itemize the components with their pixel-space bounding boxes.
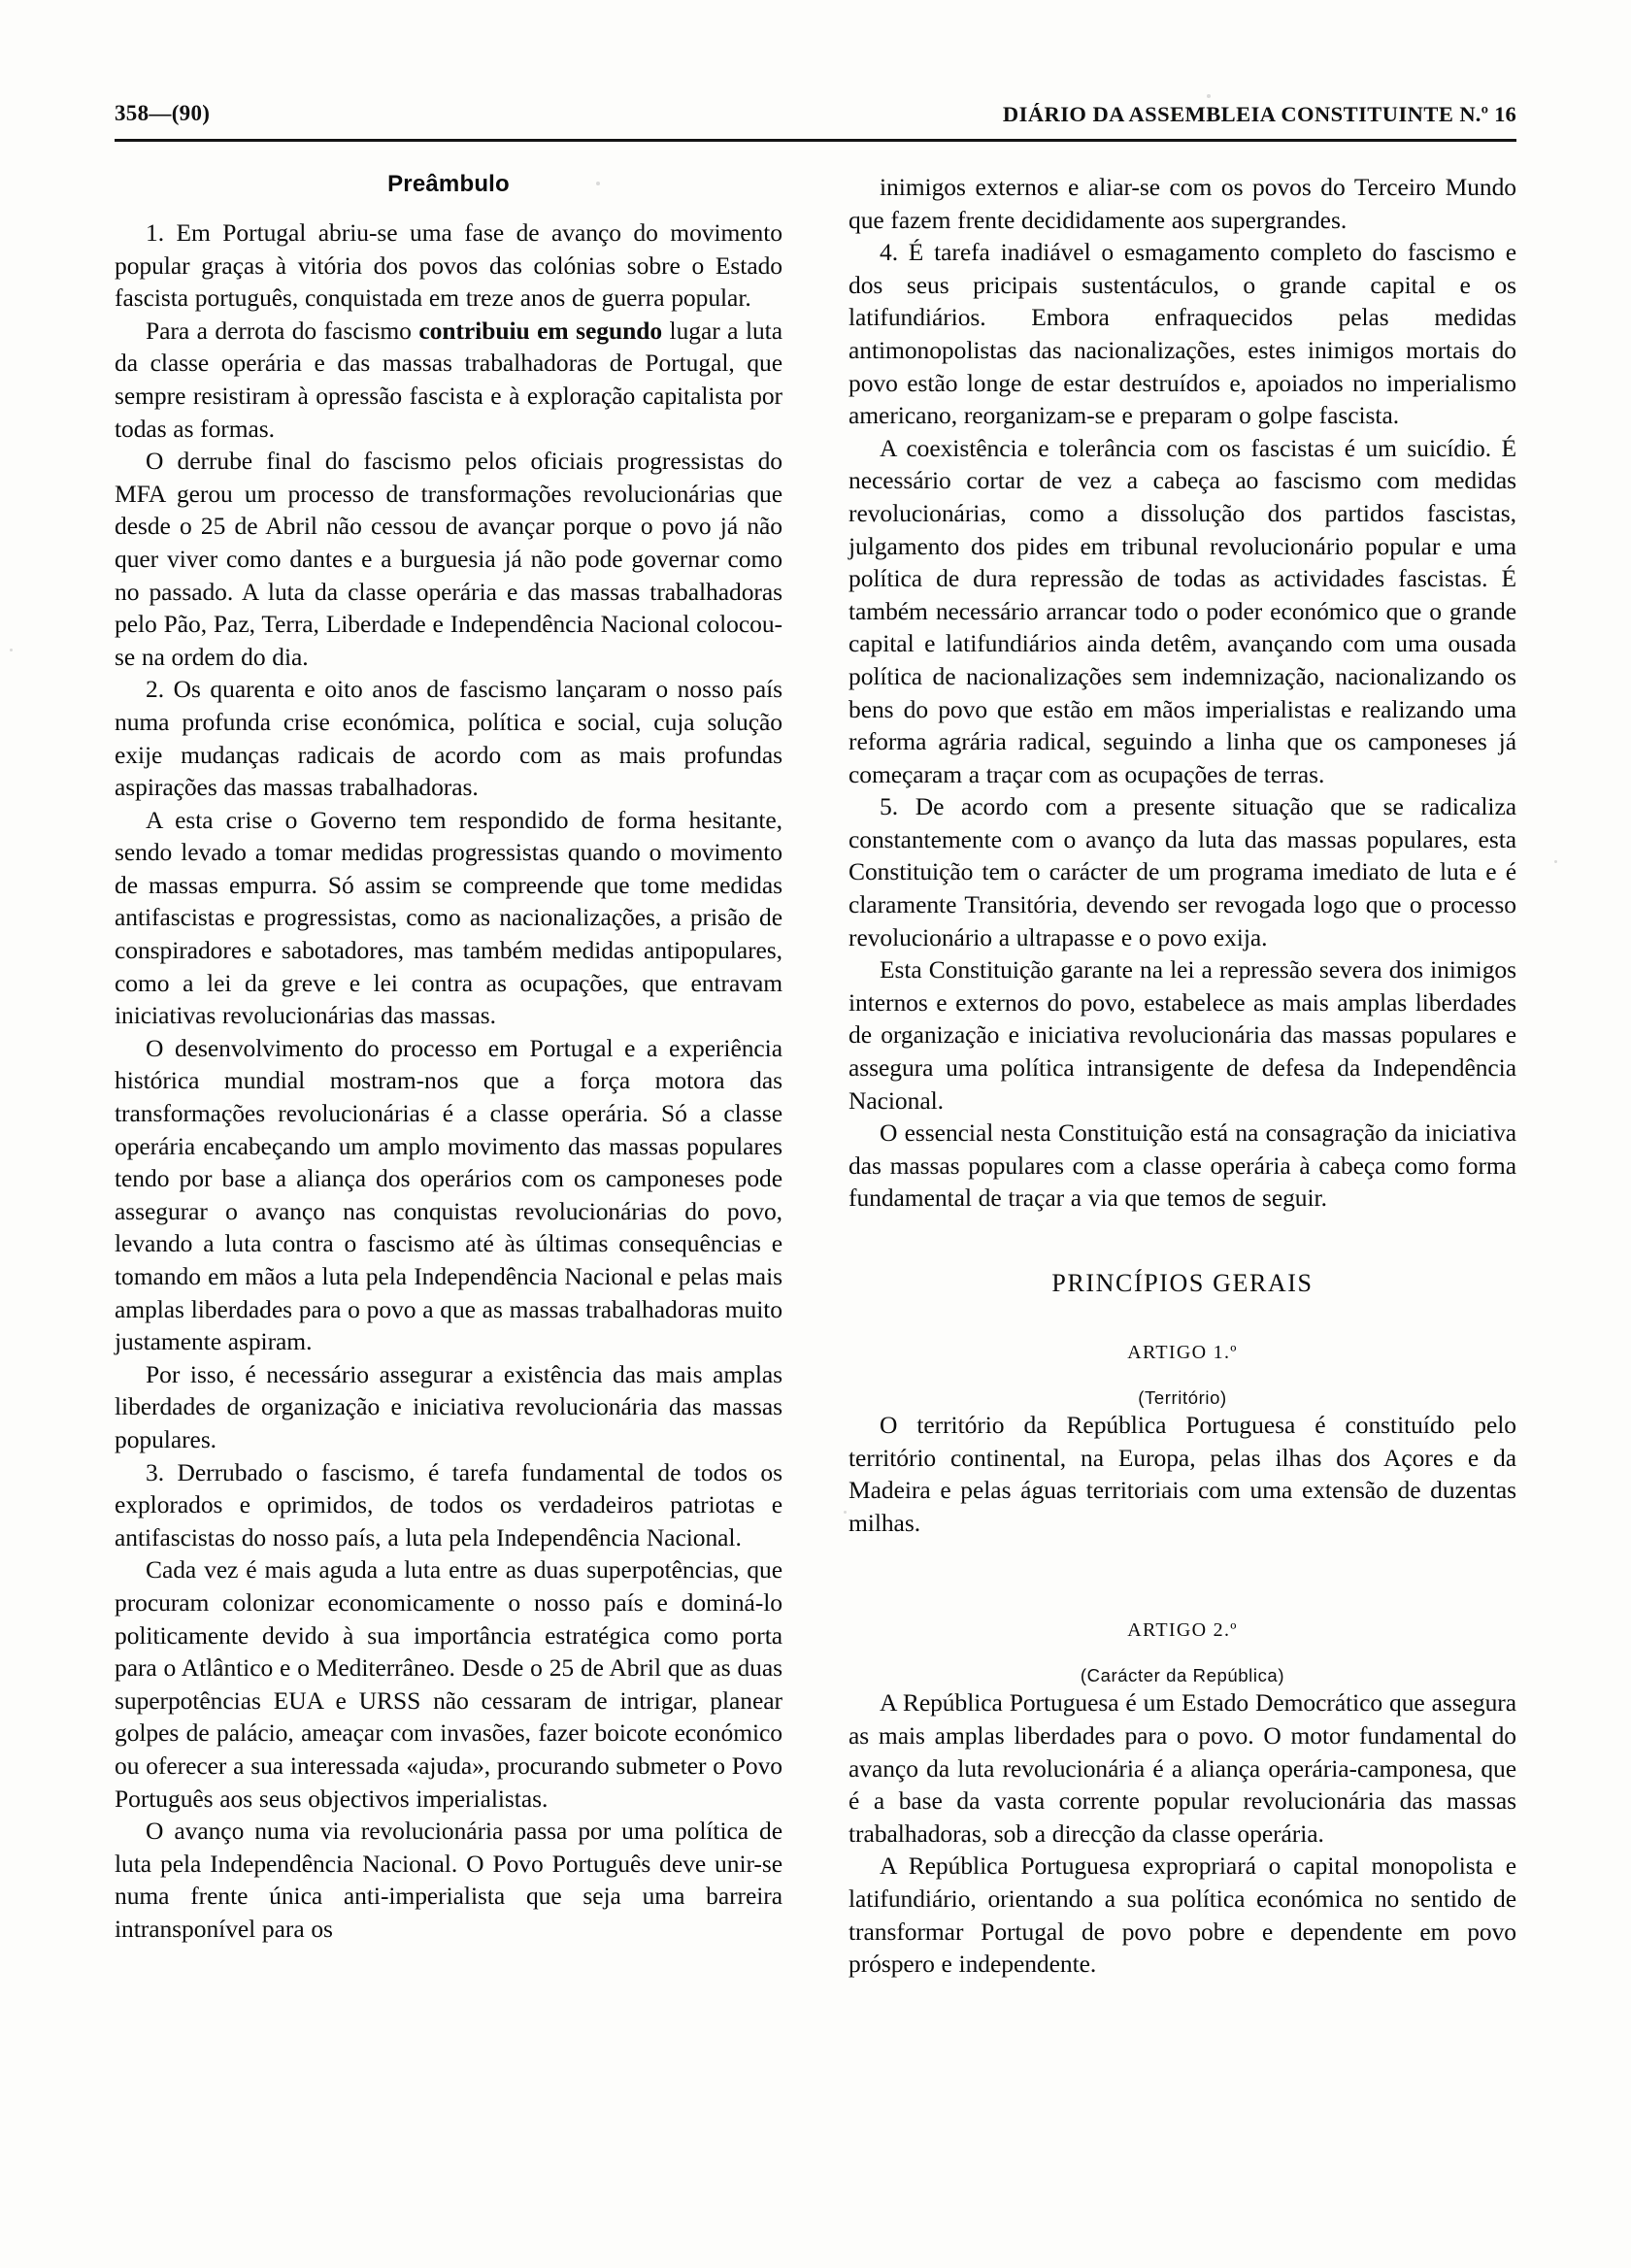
article-caption: (Território): [1138, 1387, 1227, 1408]
body-paragraph: Cada vez é mais aguda a luta entre as duas superpotências, que procuram colonizar economicamente o nosso país e dominá-lo politicamente devido à sua importância estratégica como porta para o Atlântico e o Mediterrâneo. Desde o 25 de Abril que as duas superpotências EUA e URSS não cessaram de intrigar, planear golpes de palácio, ameaçar com invasões, fazer boicote económico ou oferecer a sua interessada «ajuda», procurando submeter o Povo Português aos seus objectivos imperialistas.: [115, 1555, 782, 1813]
scan-speck: [1207, 94, 1211, 98]
article-paragraph: O território da República Portuguesa é constituído pelo território continental, na Europa, pelas ilhas dos Açores e da Madeira e pelas águas territoriais com uma extensão de duzentas milhas.: [849, 1411, 1516, 1537]
body-paragraph: 3. Derrubado o fascismo, é tarefa fundamental de todos os explorados e oprimidos, de todos os verdadeiros patriotas e antifascistas do nosso país, a luta pela Independência Nacional.: [115, 1457, 782, 1551]
journal-title: [1003, 102, 1516, 127]
article-spacer: [849, 1539, 1516, 1576]
body-paragraph: O essencial nesta Constituição está na consagração da iniciativa das massas populares com a classe operária à cabeça como forma fundamental de traçar a via que temos de seguir.: [849, 1118, 1516, 1213]
article-number: ARTIGO 2.º: [1127, 1619, 1238, 1642]
body-paragraph: Esta Constituição garante na lei a repressão severa dos inimigos internos e externos do povo, estabelece as mais amplas liberdades de organização e iniciativa revolucionária das massas populares e assegura uma política intransigente de defesa da Independência Nacional.: [849, 955, 1516, 1115]
article-paragraph: A República Portuguesa é um Estado Democrático que assegura as mais amplas liberdades para o povo. O motor fundamental do avanço da luta revolucionária é a aliança operária-camponesa, que é a base da vasta corrente popular revolucionária das massas trabalhadoras, sob a direcção da classe operária.: [849, 1688, 1516, 1848]
running-head: [115, 101, 1516, 136]
page-folio: 358—(90): [115, 101, 211, 125]
preamble-heading: Preâmbulo: [387, 171, 510, 197]
left-column: [115, 171, 782, 2018]
body-paragraph: 4. É tarefa inadiável o esmagamento completo do fascismo e dos seus pricipais sustentáculos, o grande capital e os latifundiários. Embora enfraquecidos pelas medidas antimonopolistas das nacionalizações, estes inimigos mortais do povo estão longe de estar destruídos e, apoiados no imperialismo americano, reorganizam-se e preparam o golpe fascista.: [849, 238, 1516, 430]
body-paragraph: O avanço numa via revolucionária passa por uma política de luta pela Independência Nacional. O Povo Português deve unir-se numa frente única anti-imperialista que seja uma barreira intransponível para os: [115, 1817, 782, 1943]
right-column: [849, 171, 1516, 2018]
scan-speck: [1554, 860, 1557, 863]
articles-list: [849, 1342, 1516, 2018]
article-caption: (Carácter da República): [1080, 1665, 1285, 1686]
body-paragraph: A coexistência e tolerância com os fascistas é um suicídio. É necessário cortar de vez a cabeça ao fascismo com medidas revolucionárias, como a dissolução dos partidos fascistas, julgamento dos pides em tribunal revolucionário popular e uma política de dura repressão de todas as actividades fascistas. É também necessário arrancar todo o poder económico que o grande capital e latifundiários ainda detêm, avançando com uma ousada política de nacionalizações sem indemnização, nacionalizando os bens do povo que estão em mãos imperialistas e realizando uma reforma agrária radical, seguindo a linha que os camponeses já começaram a traçar com as ocupações de terras.: [849, 433, 1516, 788]
body-paragraph: Para a derrota do fascismo contribuiu em segundo lugar a luta da classe operária e das massas trabalhadoras de Portugal, que sempre resistiram à opressão fascista e à exploração capitalista por todas as formas.: [115, 316, 782, 443]
article-number: ARTIGO 1.º: [1127, 1342, 1238, 1363]
body-paragraph: A esta crise o Governo tem respondido de forma hesitante, sendo levado a tomar medidas progressistas quando o movimento de massas empurra. Só assim se compreende que tome medidas antifascistas e progressistas, como as nacionalizações, a prisão de conspiradores e sabotadores, mas também medidas antipopulares, como a lei da greve e lei contra as ocupações, que entravam iniciativas revolucionárias das massas.: [115, 805, 782, 1030]
body-paragraph: inimigos externos e aliar-se com os povos do Terceiro Mundo que fazem frente decididamente aos supergrandes.: [849, 173, 1516, 234]
body-paragraph: Por isso, é necessário assegurar a existência das mais amplas liberdades de organização e iniciativa revolucionária das massas populares.: [115, 1359, 782, 1453]
body-paragraph: O desenvolvimento do processo em Portugal e a experiência histórica mundial mostram-nos que a força motora das transformações revolucionárias é a classe operária. Só a classe operária encabeçando um amplo movimento das massas populares tendo por base a aliança dos operários com os camponeses pode assegurar o avanço nas conquistas revolucionárias do povo, levando a luta contra o fascismo até às últimas consequências e tomando em mãos a luta pela Independência Nacional e pelas mais amplas liberdades para o povo a que as massas trabalhadoras muito justamente aspiram.: [115, 1033, 782, 1356]
body-paragraph: 1. Em Portugal abriu-se uma fase de avanço do movimento popular graças à vitória dos povos das colónias sobre o Estado fascista português, conquistada em treze anos de guerra popular.: [115, 218, 782, 313]
header-rule: [115, 139, 1516, 142]
chapter-title: PRINCÍPIOS GERAIS: [1051, 1269, 1314, 1297]
journal-title-text: DIÁRIO DA ASSEMBLEIA CONSTITUINTE: [1002, 102, 1454, 126]
body-paragraph: 5. De acordo com a presente situação que se radicaliza constantemente com o avanço da luta das massas populares, esta Constituição tem o carácter de um programa imediato de luta e é claramente Transitória, devendo ser revogada logo que o processo revolucionário a ultrapasse e o povo exija.: [849, 792, 1516, 951]
left-column-paragraphs: [115, 217, 782, 1945]
issue-number: N.º 16: [1459, 102, 1516, 126]
body-columns: [115, 171, 1516, 2018]
scan-speck: [10, 649, 13, 651]
body-paragraph: 2. Os quarenta e oito anos de fascismo lançaram o nosso país numa profunda crise económica, política e social, cuja solução exije mudanças radicais de acordo com as mais profundas aspirações das massas trabalhadoras.: [115, 675, 782, 802]
article-paragraph: A República Portuguesa expropriará o capital monopolista e latifundiário, orientando a sua política económica no sentido de transformar Portugal de povo pobre e dependente em povo próspero e independente.: [849, 1851, 1516, 1979]
right-column-paragraphs: [849, 171, 1516, 1215]
body-paragraph: O derrube final do fascismo pelos oficiais progressistas do MFA gerou um processo de transformações revolucionárias que desde o 25 de Abril não cessou de avançar porque o povo já não quer viver como dantes e a burguesia já não pode governar como no passado. A luta da classe operária e das massas trabalhadoras pelo Pão, Paz, Terra, Liberdade e Independência Nacional colocou-se na ordem do dia.: [115, 447, 782, 671]
article-spacer: [849, 1981, 1516, 2018]
